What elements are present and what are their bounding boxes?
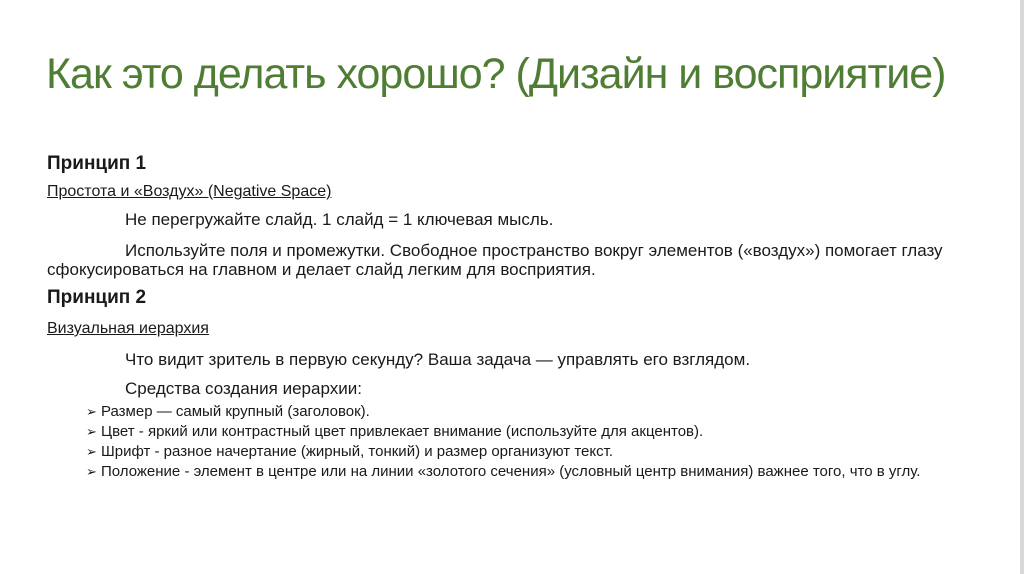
- arrow-bullet-icon: ➢: [86, 404, 97, 419]
- principle-1-point-1: Не перегружайте слайд. 1 слайд = 1 ключевая мысль.: [125, 210, 554, 229]
- bullet-text-size: Размер — самый крупный (заголовок).: [101, 403, 370, 420]
- principle-2-heading: Принцип 2: [47, 287, 147, 308]
- arrow-bullet-icon: ➢: [86, 464, 97, 479]
- list-item: [86, 444, 997, 459]
- bullet-text-color: Цвет - яркий или контрастный цвет привлекает внимание (используйте для акцентов).: [101, 423, 704, 440]
- principle-1-subtitle: Простота и «Воздух» (Negative Space): [47, 183, 332, 200]
- arrow-bullet-icon: ➢: [86, 444, 97, 459]
- arrow-bullet-icon: ➢: [86, 424, 97, 439]
- bullet-text-position: Положение - элемент в центре или на линии «золотого сечения» (условный центр внимания) важнее того, что в углу.: [101, 463, 921, 480]
- slide-body: [47, 151, 997, 484]
- slide-edge-border: [1020, 0, 1024, 574]
- principle-2-point-1: Что видит зритель в первую секунду? Ваша задача — управлять его взглядом.: [125, 350, 751, 369]
- bullet-text-font: Шрифт - разное начертание (жирный, тонкий) и размер организуют текст.: [101, 443, 613, 460]
- principle-1-point-2: Используйте поля и промежутки. Свободное пространство вокруг элементов («воздух») помогает глазу сфокусироваться на главном и делает слайд легким для восприятия.: [47, 241, 943, 279]
- principle-2-point-2: Средства создания иерархии:: [125, 379, 362, 398]
- hierarchy-bullet-list: [47, 404, 997, 479]
- list-item: [86, 424, 997, 439]
- slide-title: Как это делать хорошо? (Дизайн и восприятие): [46, 50, 946, 98]
- principle-1-heading: Принцип 1: [47, 153, 147, 174]
- principle-2-subtitle: Визуальная иерархия: [47, 320, 209, 337]
- list-item: [86, 464, 997, 479]
- list-item: [86, 404, 997, 419]
